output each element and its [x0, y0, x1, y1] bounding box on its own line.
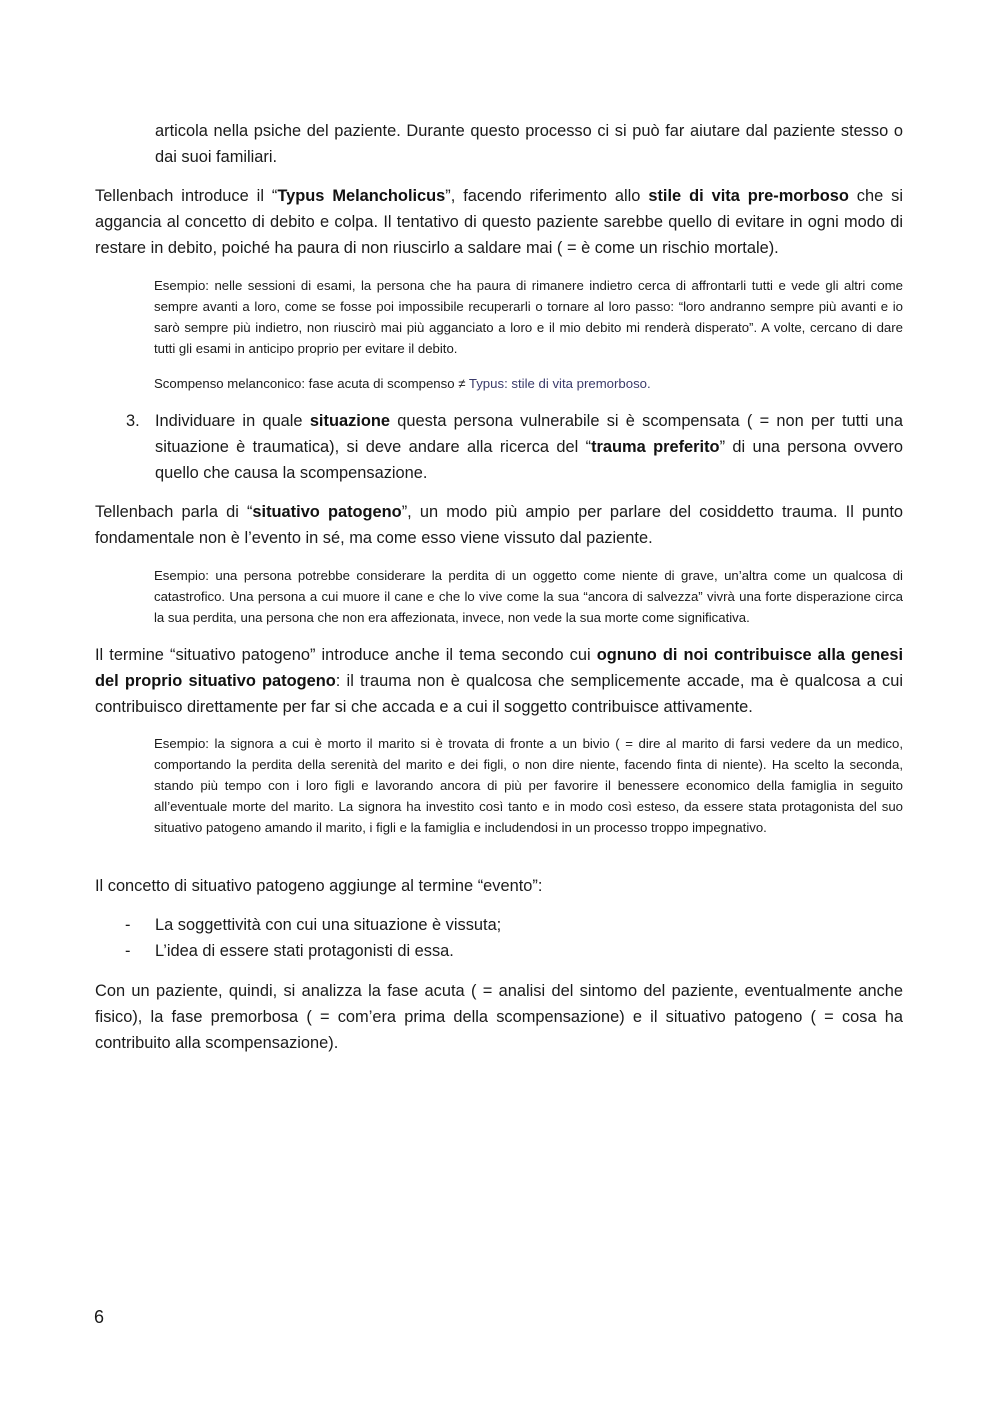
page-number: 6 [94, 1307, 105, 1327]
bullet-marker: - [125, 942, 131, 960]
text-run: Il termine “situativo patogeno” introduce anche il tema secondo cui [95, 646, 597, 664]
bold-term: situativo patogeno [252, 503, 402, 521]
bold-term: stile di vita pre-morboso [648, 187, 849, 205]
bold-term: Typus Melancholicus [277, 187, 446, 205]
text-run: Individuare in quale [155, 412, 310, 430]
note-text-highlight: Typus: stile di vita premorboso. [468, 376, 651, 391]
example-perdita: Esempio: una persona potrebbe considerare la perdita di un oggetto come niente di grave, un’altra come un qualcosa di catastrofico. Una persona a cui muore il cane e che lo vive come la sua “ancora di salvezza” vivrà una forte disperazione circa la sua perdita, una persona che non era affezionata, invece, non vede la sua morte come significativa. [154, 568, 903, 625]
text-run: ”, un modo più ampio per parlare del cosiddetto trauma. Il punto fondamentale non è l’evento in sé, ma come esso viene vissuto dal paziente. [95, 503, 903, 547]
text-run: che si aggancia al concetto di debito e colpa. Il tentativo di questo paziente sarebbe quello di evitare in ogni modo di restare in debito, poiché ha paura di non riuscirlo a saldare mai ( = è come un rischio mortale). [95, 187, 904, 257]
text-run: Tellenbach parla di “ [95, 503, 253, 521]
bullet-text: L’idea di essere stati protagonisti di essa. [155, 942, 454, 960]
list-item-text [155, 408, 903, 486]
bullet-marker: - [125, 916, 131, 934]
intro-continuation: articola nella psiche del paziente. Durante questo processo ci si può far aiutare dal paziente stesso o dai suoi familiari. [155, 122, 903, 166]
text-run: ”, facendo riferimento allo [445, 187, 649, 205]
bold-term: situazione [309, 412, 390, 430]
list-number: 3. [126, 412, 140, 430]
paragraph-concetto: Il concetto di situativo patogeno aggiunge al termine “evento”: [95, 877, 543, 895]
paragraph-situativo-patogeno [95, 499, 903, 551]
text-run: Tellenbach introduce il “ [95, 187, 278, 205]
bullet-text: La soggettività con cui una situazione è vissuta; [155, 916, 502, 934]
bullet-item [95, 938, 903, 964]
note-scompenso [154, 373, 903, 394]
bold-term: trauma preferito [591, 438, 720, 456]
paragraph-typus-melancholicus [95, 183, 903, 261]
paragraph-conclusione: Con un paziente, quindi, si analizza la fase acuta ( = analisi del sintomo del paziente, eventualmente anche fisico), la fase premorbosa ( = com’era prima della scompensazione) e il situativo patogeno ( = cosa ha contribuito alla scompensazione). [95, 982, 903, 1052]
text-run: : il trauma non è qualcosa che semplicemente accade, ma è qualcosa a cui contribuisco direttamente per far si che accada e a cui il soggetto contribuisce attivamente. [95, 672, 903, 716]
example-signora: Esempio: la signora a cui è morto il marito si è trovata di fronte a un bivio ( = dire al marito di farsi vedere da un medico, comportando la perdita della serenità del marito e dei figli, o non dire niente, facendo finta di niente). Ha scelto la seconda, stando più tempo con i loro figli e lavorando ancora di più per favorire il benessere economico della famiglia in seguito all’eventuale morte del marito. La signora ha investito così tanto e in modo così esteso, da essere stata protagonista del suo situativo patogeno amando il marito, i figli e la famiglia e includendosi in un processo troppo impegnativo. [154, 736, 903, 835]
text-run: ” di una persona ovvero quello che causa la scompensazione. [155, 438, 903, 482]
bold-term: ognuno di noi contribuisce alla genesi del proprio situativo patogeno [95, 646, 903, 690]
paragraph-termine-situativo [95, 642, 903, 720]
bullet-item [95, 912, 903, 938]
note-text: Scompenso melanconico: fase acuta di scompenso ≠ [154, 376, 469, 391]
text-run: questa persona vulnerabile si è scompensata ( = non per tutti una situazione è traumatica), si deve andare alla ricerca del “ [155, 412, 903, 456]
example-esami: Esempio: nelle sessioni di esami, la persona che ha paura di rimanere indietro cerca di affrontarli tutti e vede gli altri come sempre avanti a loro, come se fosse poi impossibile recuperarli o tornare al loro passo: “loro andranno sempre più avanti e io sarò sempre più indietro, non riuscirò mai più agganciato a loro e il mio debito mi renderà disperato”. A volte, cercano di dare tutti gli esami in anticipo proprio per evitare il debito. [154, 278, 903, 356]
list-item-3 [95, 408, 903, 486]
